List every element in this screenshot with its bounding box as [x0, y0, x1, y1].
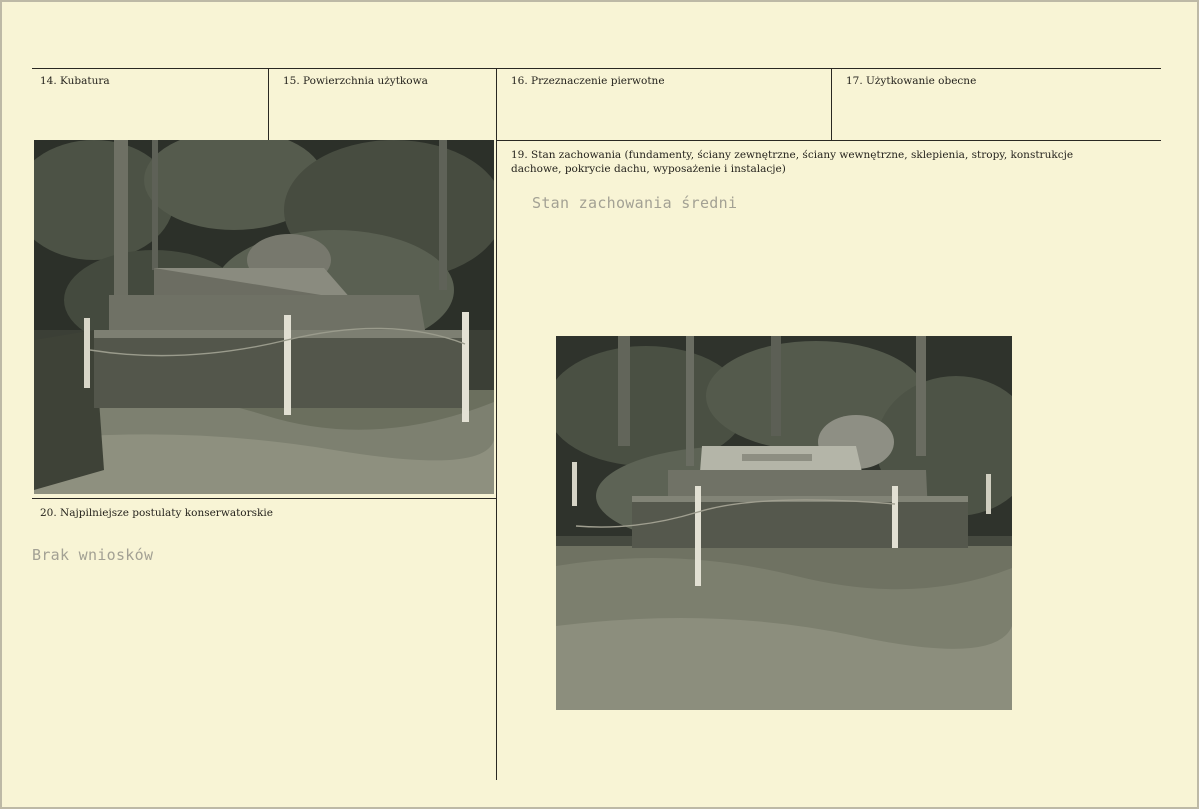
divider-16-17 [831, 68, 832, 140]
field-20-label: 20. Najpilniejsze postulaty konserwatorskie [40, 507, 273, 519]
field-15-label: 15. Powierzchnia użytkowa [283, 75, 428, 87]
divider-15-16 [496, 68, 497, 780]
monument-photo-right [556, 336, 1012, 710]
field-19-value: Stan zachowania średni [532, 194, 738, 212]
rule-top [32, 68, 1161, 69]
field-19-label: 19. Stan zachowania (fundamenty, ściany zewnętrzne, ściany wewnętrzne, sklepienia, stropy, konstrukcje dachowe, pokrycie dachu, wyposażenie i instalacje) [511, 149, 1074, 175]
monument-photo-left [34, 140, 494, 494]
field-14-label: 14. Kubatura [40, 75, 110, 87]
rule-row2 [496, 140, 1161, 141]
rule-field20 [32, 498, 496, 499]
field-16-label: 16. Przeznaczenie pierwotne [511, 75, 665, 87]
field-17-label: 17. Użytkowanie obecne [846, 75, 977, 87]
field-20-value: Brak wniosków [32, 546, 154, 564]
divider-14-15 [268, 68, 269, 140]
